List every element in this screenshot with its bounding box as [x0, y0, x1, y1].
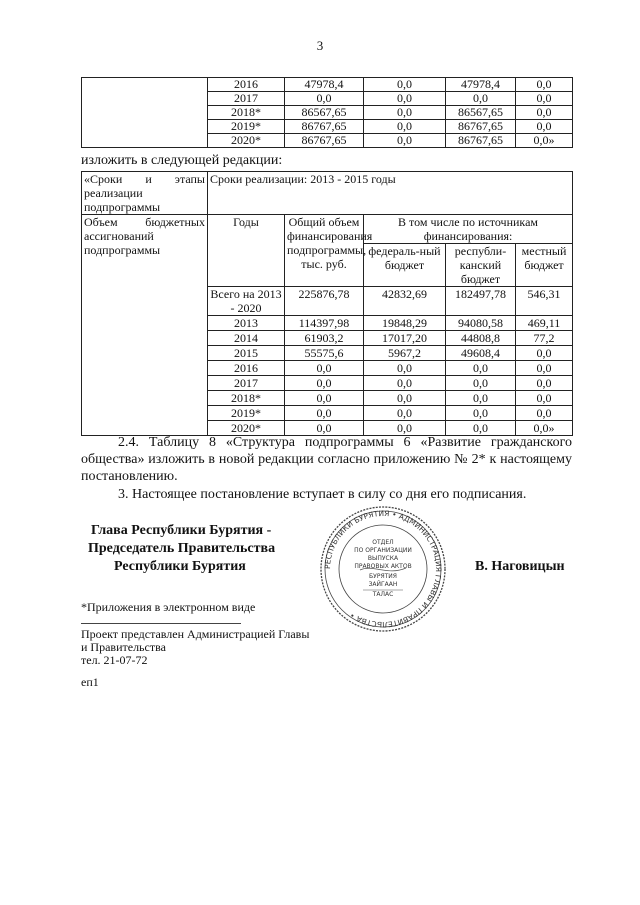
main-table-cell-republic: 0,0 [446, 391, 516, 406]
signatory-name: В. Наговицын [475, 559, 565, 574]
top-table-cell-local: 0,0» [516, 134, 573, 148]
top-table-cell-total: 86567,65 [285, 106, 364, 120]
main-table-cell-republic: 0,0 [446, 376, 516, 391]
main-table-cell-local: 0,0» [516, 421, 573, 436]
paragraph-3: 3. Настоящее постановление вступает в силу со дня его подписания. [118, 487, 527, 502]
top-table-cell-total: 86767,65 [285, 120, 364, 134]
term-value-cell: Сроки реализации: 2013 - 2015 годы [208, 172, 573, 215]
top-table-cell-federal: 0,0 [364, 120, 446, 134]
main-table-cell-year: 2020* [208, 421, 285, 436]
signature-title-line2: Председатель Правительства [88, 541, 276, 556]
initials: еп1 [81, 675, 99, 689]
main-table-cell-local: 469,11 [516, 316, 573, 331]
project-note-line2: и Правительства [81, 640, 166, 654]
stamp-line-4: ПРАВОВЫХ АКТОВ [354, 563, 412, 570]
main-table-cell-total: 0,0 [285, 361, 364, 376]
top-table-cell-local: 0,0 [516, 106, 573, 120]
main-table-cell-federal: 17017,20 [364, 331, 446, 346]
main-table-cell-republic: 49608,4 [446, 346, 516, 361]
main-table-cell-total: 114397,98 [285, 316, 364, 331]
main-table-cell-total: 225876,78 [285, 287, 364, 316]
main-table-cell-republic: 0,0 [446, 421, 516, 436]
main-table-cell-republic: 0,0 [446, 406, 516, 421]
top-table-cell-republic: 47978,4 [446, 78, 516, 92]
top-table-cell-republic: 0,0 [446, 92, 516, 106]
main-table-cell-republic: 94080,58 [446, 316, 516, 331]
main-table-cell-local: 0,0 [516, 361, 573, 376]
top-table-cell-republic: 86767,65 [446, 134, 516, 148]
project-note-line1: Проект представлен Администрацией Главы [81, 627, 310, 641]
main-table-cell-republic: 182497,78 [446, 287, 516, 316]
lead-text: изложить в следующей редакции: [81, 153, 283, 168]
main-table-cell-year: 2017 [208, 376, 285, 391]
top-table-label-cell [82, 78, 208, 148]
main-table-cell-total: 0,0 [285, 421, 364, 436]
main-table [81, 171, 573, 436]
main-table-cell-local: 546,31 [516, 287, 573, 316]
paragraph-2-4: 2.4. Таблицу 8 «Структура подпрограммы 6 «Развитие гражданского общества» изложить в новой редакции согласно приложению № 2* к настоящему постановлению. [81, 435, 572, 484]
main-table-cell-total: 55575,6 [285, 346, 364, 361]
stamp-line-3: ВЫПУСКА [367, 555, 399, 562]
top-table-cell-total: 86767,65 [285, 134, 364, 148]
term-label-cell: «Сроки и этапы реализации подпрограммы [82, 172, 208, 215]
main-table-cell-republic: 44808,8 [446, 331, 516, 346]
header-total: Общий объем финансирования подпрограммы, тыс. руб. [285, 215, 364, 287]
header-sources: В том числе по источникам финансирования: [364, 215, 573, 244]
main-table-cell-local: 0,0 [516, 346, 573, 361]
top-table-cell-local: 0,0 [516, 120, 573, 134]
main-table-cell-federal: 0,0 [364, 421, 446, 436]
top-table-row [82, 78, 573, 92]
stamp-line-5: БУРЯТИЯ [369, 573, 397, 580]
main-table-cell-year: 2015 [208, 346, 285, 361]
main-table-cell-local: 0,0 [516, 376, 573, 391]
header-republic: республи-канский бюджет [446, 244, 516, 287]
page-number: 3 [316, 38, 324, 53]
main-table-cell-federal: 0,0 [364, 406, 446, 421]
signature-title-line3: Республики Бурятия [114, 559, 246, 574]
stamp-line-7: ТАЛАС [372, 591, 394, 598]
main-table-cell-federal: 0,0 [364, 376, 446, 391]
top-table-cell-federal: 0,0 [364, 106, 446, 120]
main-table-cell-year: 2019* [208, 406, 285, 421]
top-table-cell-republic: 86567,65 [446, 106, 516, 120]
top-table-cell-year: 2019* [208, 120, 285, 134]
top-table-cell-federal: 0,0 [364, 134, 446, 148]
main-table-cell-total: 0,0 [285, 376, 364, 391]
main-table-cell-year: Всего на 2013 - 2020 [208, 287, 285, 316]
top-table-cell-year: 2018* [208, 106, 285, 120]
top-table-cell-total: 47978,4 [285, 78, 364, 92]
main-table-cell-federal: 0,0 [364, 391, 446, 406]
main-table-cell-year: 2016 [208, 361, 285, 376]
main-table-cell-year: 2018* [208, 391, 285, 406]
header-federal: федераль-ный бюджет [364, 244, 446, 287]
stamp-line-6: ЗАЙГААН [368, 581, 398, 588]
main-table-cell-total: 0,0 [285, 391, 364, 406]
main-table-cell-local: 77,2 [516, 331, 573, 346]
footnote-divider [81, 623, 241, 624]
main-table-cell-total: 61903,2 [285, 331, 364, 346]
top-table [81, 77, 573, 148]
signature-title-line1: Глава Республики Бурятия - [91, 523, 272, 538]
main-table-cell-local: 0,0 [516, 406, 573, 421]
top-table-cell-federal: 0,0 [364, 78, 446, 92]
main-table-cell-year: 2013 [208, 316, 285, 331]
main-table-cell-local: 0,0 [516, 391, 573, 406]
top-table-cell-total: 0,0 [285, 92, 364, 106]
main-table-cell-republic: 0,0 [446, 361, 516, 376]
footnote: *Приложения в электронном виде [81, 600, 256, 614]
project-note-line3: тел. 21-07-72 [81, 653, 148, 667]
main-table-cell-federal: 5967,2 [364, 346, 446, 361]
main-table-cell-total: 0,0 [285, 406, 364, 421]
top-table-cell-year: 2020* [208, 134, 285, 148]
stamp-ring-text: РЕСПУБЛИКИ БУРЯТИЯ • АДМИНИСТРАЦИЯ ГЛАВЫ И ПРАВИТЕЛЬСТВА • [322, 508, 444, 630]
top-table-cell-federal: 0,0 [364, 92, 446, 106]
top-table-cell-local: 0,0 [516, 92, 573, 106]
budget-label-cell: Объем бюджетных ассигнований подпрограммы [82, 215, 208, 436]
header-years: Годы [208, 215, 285, 287]
main-table-cell-federal: 19848,29 [364, 316, 446, 331]
main-table-cell-federal: 0,0 [364, 361, 446, 376]
header-local: местный бюджет [516, 244, 573, 287]
main-table-cell-year: 2014 [208, 331, 285, 346]
official-stamp [318, 504, 448, 634]
top-table-cell-year: 2017 [208, 92, 285, 106]
stamp-line-2: ПО ОРГАНИЗАЦИИ [354, 547, 412, 554]
main-table-cell-federal: 42832,69 [364, 287, 446, 316]
top-table-cell-year: 2016 [208, 78, 285, 92]
top-table-cell-local: 0,0 [516, 78, 573, 92]
stamp-line-1: ОТДЕЛ [372, 539, 394, 546]
top-table-cell-republic: 86767,65 [446, 120, 516, 134]
